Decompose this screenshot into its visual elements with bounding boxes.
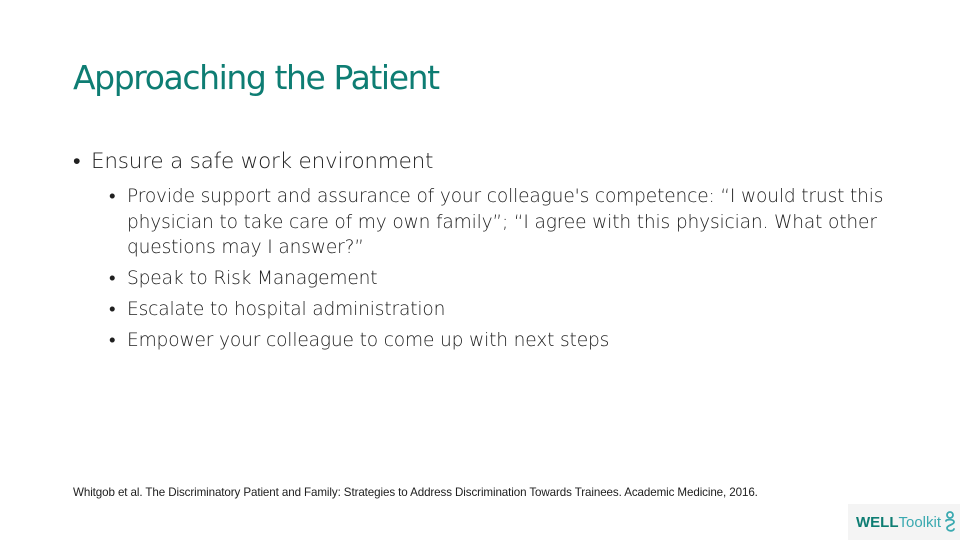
sub-bullet <box>109 297 893 323</box>
sub-bullet-text: Empower your colleague to come up with next steps <box>127 330 610 351</box>
logo-text <box>856 514 941 531</box>
well-figure-icon <box>943 511 957 533</box>
sub-bullet-text: Provide support and assurance of your colleague's competence: “I would trust this physician to take care of my own family”; “I agree with this physician. What other questions may I answer?” <box>127 186 884 258</box>
slide-title: Approaching the Patient <box>73 58 439 97</box>
bullet-level1 <box>73 148 893 176</box>
sub-bullet <box>109 266 893 292</box>
bullet-dot: • <box>109 186 116 207</box>
bullet-dot: • <box>109 299 116 320</box>
sub-bullet-text: Speak to Risk Management <box>127 268 378 289</box>
logo-toolkit-text: Toolkit <box>898 513 942 531</box>
sub-bullet <box>109 328 893 354</box>
sub-bullet-list <box>109 184 893 354</box>
sub-bullet-text: Escalate to hospital administration <box>127 299 446 320</box>
slide-body <box>73 148 893 359</box>
well-toolkit-logo <box>848 504 960 540</box>
sub-bullet <box>109 184 893 261</box>
citation: Whitgob et al. The Discriminatory Patient and Family: Strategies to Address Discrimination Towards Trainees. Academic Medicine, 2016. <box>73 486 758 499</box>
bullet-dot: • <box>109 268 116 289</box>
bullet-text: Ensure a safe work environment <box>91 149 434 174</box>
bullet-dot: • <box>109 330 116 351</box>
logo-well-text: WELL <box>856 513 899 531</box>
bullet-dot: • <box>73 149 81 174</box>
